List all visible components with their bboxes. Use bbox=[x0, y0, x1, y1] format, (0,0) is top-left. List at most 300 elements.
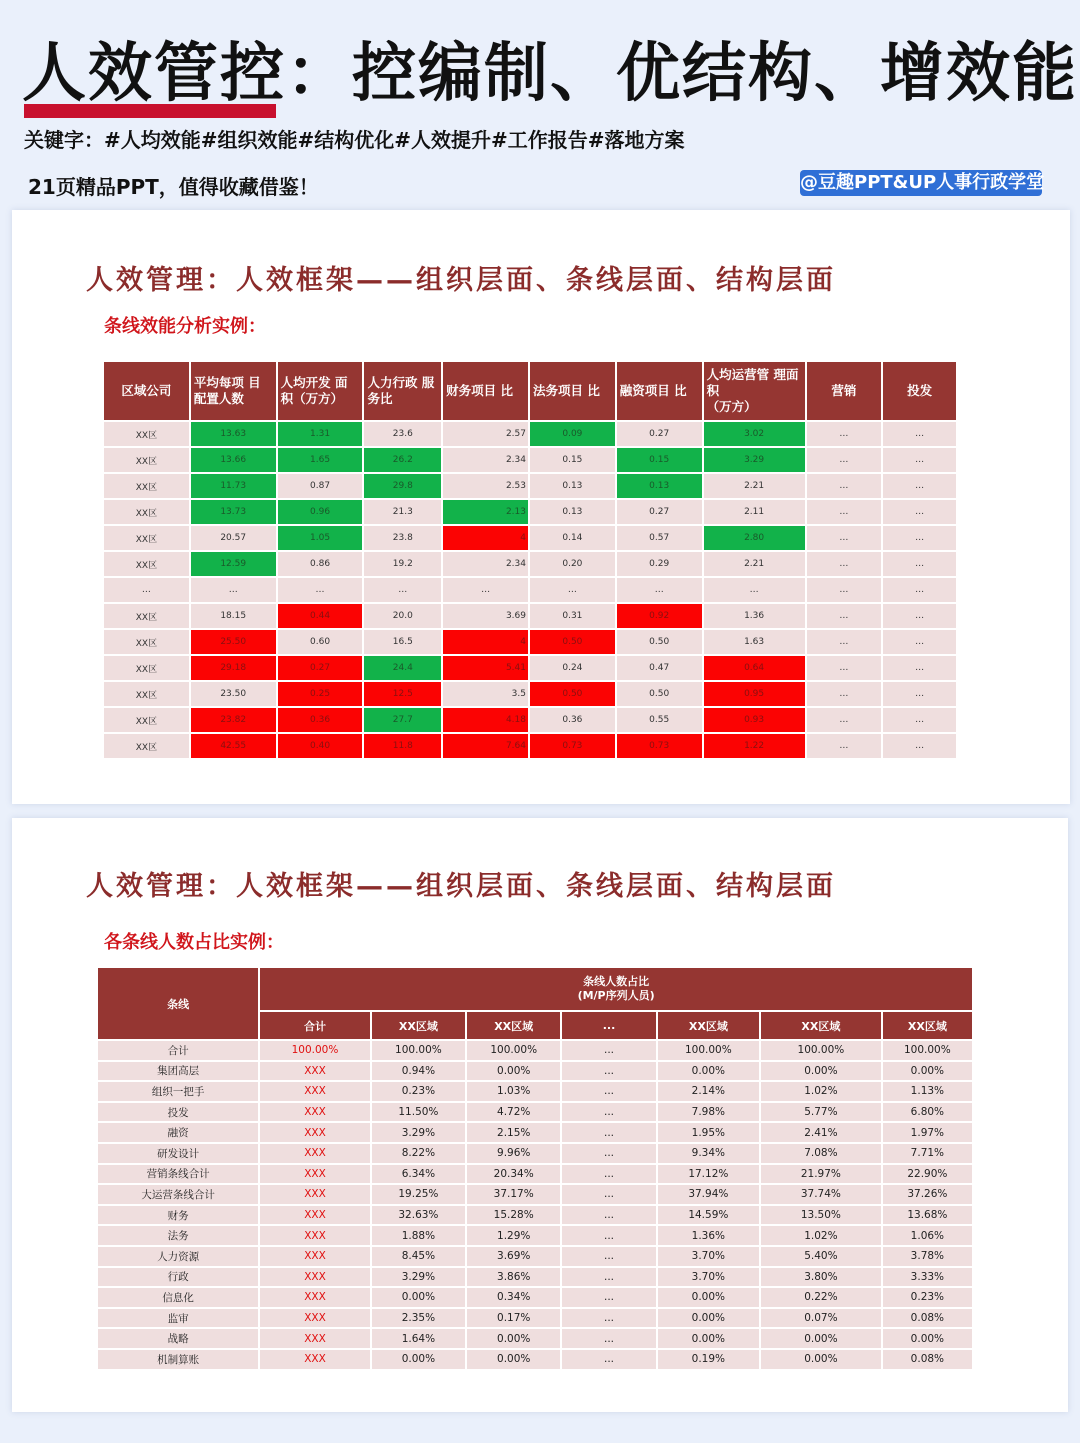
table-cell: … bbox=[807, 630, 882, 654]
table-cell: … bbox=[883, 474, 956, 498]
column-header: 人均开发 面积（万方） bbox=[278, 362, 363, 420]
table-cell: 23.50 bbox=[191, 682, 276, 706]
table-row bbox=[104, 422, 956, 446]
table-cell: 20.0 bbox=[364, 604, 441, 628]
table-cell: 7.71% bbox=[883, 1144, 972, 1163]
table-cell: XXX bbox=[260, 1206, 370, 1225]
column-header: 人力行政 服务比 bbox=[364, 362, 441, 420]
table-cell: 2.34 bbox=[443, 552, 528, 576]
table-cell: … bbox=[807, 552, 882, 576]
table-cell: XXX bbox=[260, 1144, 370, 1163]
table-row bbox=[98, 1082, 972, 1101]
slide-subtitle: 各条线人数占比实例： bbox=[104, 932, 284, 953]
table-cell: 11.73 bbox=[191, 474, 276, 498]
table-cell: 0.08% bbox=[883, 1309, 972, 1328]
row-label: 集团高层 bbox=[98, 1062, 258, 1081]
table-cell: … bbox=[883, 448, 956, 472]
table-cell: XXX bbox=[260, 1226, 370, 1245]
headcount-ratio-table bbox=[96, 966, 974, 1371]
table-cell: XXX bbox=[260, 1103, 370, 1122]
slide-title: 人效管理：人效框架——组织层面、条线层面、结构层面 bbox=[86, 871, 836, 902]
row-label: 组织一把手 bbox=[98, 1082, 258, 1101]
table-cell: 1.36 bbox=[704, 604, 805, 628]
slide-subtitle: 条线效能分析实例： bbox=[104, 316, 266, 337]
table-cell: 11.8 bbox=[364, 734, 441, 758]
row-label: 营销条线合计 bbox=[98, 1165, 258, 1184]
table-cell: 2.34 bbox=[443, 448, 528, 472]
slide-headcount-ratio bbox=[12, 818, 1068, 1412]
table-cell: 13.50% bbox=[761, 1206, 881, 1225]
table-cell: 5.77% bbox=[761, 1103, 881, 1122]
table-row bbox=[98, 1288, 972, 1307]
table-cell: 1.95% bbox=[658, 1123, 759, 1142]
table-cell: 27.7 bbox=[364, 708, 441, 732]
table-cell: 1.13% bbox=[883, 1082, 972, 1101]
table-cell: 0.92 bbox=[617, 604, 702, 628]
table-cell: 3.29% bbox=[372, 1123, 465, 1142]
table-cell: 0.73 bbox=[530, 734, 615, 758]
table-cell: 24.4 bbox=[364, 656, 441, 680]
table-cell: … bbox=[807, 474, 882, 498]
table-cell: 0.00% bbox=[883, 1062, 972, 1081]
table-cell: 0.00% bbox=[883, 1329, 972, 1348]
table-cell: 4 bbox=[443, 630, 528, 654]
table-cell: XX区 bbox=[104, 552, 189, 576]
table-cell: 4.18 bbox=[443, 708, 528, 732]
table-cell: … bbox=[530, 578, 615, 602]
table-cell: 0.00% bbox=[372, 1288, 465, 1307]
efficiency-table bbox=[102, 360, 958, 760]
table-cell: 13.63 bbox=[191, 422, 276, 446]
table-cell: XX区 bbox=[104, 682, 189, 706]
table-cell: 4 bbox=[443, 526, 528, 550]
table-cell: 3.86% bbox=[467, 1268, 560, 1287]
table-cell: 0.23% bbox=[372, 1082, 465, 1101]
table-cell: 1.31 bbox=[278, 422, 363, 446]
table-cell: 0.07% bbox=[761, 1309, 881, 1328]
table-cell: 3.5 bbox=[443, 682, 528, 706]
table-cell: 7.08% bbox=[761, 1144, 881, 1163]
table-cell: … bbox=[883, 604, 956, 628]
table-cell: 2.35% bbox=[372, 1309, 465, 1328]
page-title: 人效管控：控编制、优结构、增效能 bbox=[22, 37, 1078, 111]
table-cell: 7.64 bbox=[443, 734, 528, 758]
table-cell: … bbox=[191, 578, 276, 602]
table-cell: 1.65 bbox=[278, 448, 363, 472]
table-cell: 3.29% bbox=[372, 1268, 465, 1287]
table-cell: … bbox=[883, 708, 956, 732]
table-cell: 2.41% bbox=[761, 1123, 881, 1142]
table-cell: 0.22% bbox=[761, 1288, 881, 1307]
column-header: 合计 bbox=[260, 1012, 370, 1039]
table-cell: … bbox=[807, 500, 882, 524]
table-cell: 2.21 bbox=[704, 474, 805, 498]
table-row bbox=[104, 526, 956, 550]
table-cell: XX区 bbox=[104, 448, 189, 472]
keywords-line: 关键字：#人均效能#组织效能#结构优化#人效提升#工作报告#落地方案 bbox=[24, 128, 685, 152]
table-cell: … bbox=[807, 422, 882, 446]
table-row bbox=[98, 1165, 972, 1184]
table-cell: XX区 bbox=[104, 500, 189, 524]
table-cell: 0.34% bbox=[467, 1288, 560, 1307]
table-cell: XXX bbox=[260, 1288, 370, 1307]
table-cell: 16.5 bbox=[364, 630, 441, 654]
table-cell: 0.64 bbox=[704, 656, 805, 680]
table-cell: ... bbox=[562, 1288, 655, 1307]
table-cell: 13.66 bbox=[191, 448, 276, 472]
table-cell: 23.82 bbox=[191, 708, 276, 732]
table-cell: 0.94% bbox=[372, 1062, 465, 1081]
row-label: 战略 bbox=[98, 1329, 258, 1348]
table-cell: … bbox=[443, 578, 528, 602]
row-label: 法务 bbox=[98, 1226, 258, 1245]
table-row bbox=[98, 1041, 972, 1060]
table-cell: 100.00% bbox=[467, 1041, 560, 1060]
table-cell: XXX bbox=[260, 1123, 370, 1142]
table-cell: 5.41 bbox=[443, 656, 528, 680]
row-label: 监审 bbox=[98, 1309, 258, 1328]
table-cell: XX区 bbox=[104, 708, 189, 732]
table-row bbox=[104, 682, 956, 706]
table-cell: ... bbox=[562, 1309, 655, 1328]
column-header: XX区域 bbox=[658, 1012, 759, 1039]
table-cell: 0.00% bbox=[761, 1350, 881, 1369]
table-cell: ... bbox=[562, 1062, 655, 1081]
table-row bbox=[104, 474, 956, 498]
table-cell: 19.25% bbox=[372, 1185, 465, 1204]
table-cell: … bbox=[807, 448, 882, 472]
table-cell: XX区 bbox=[104, 656, 189, 680]
table-cell: 12.59 bbox=[191, 552, 276, 576]
table-cell: 2.13 bbox=[443, 500, 528, 524]
table-cell: … bbox=[883, 734, 956, 758]
table-cell: 2.21 bbox=[704, 552, 805, 576]
table-cell: 0.95 bbox=[704, 682, 805, 706]
table-cell: 1.06% bbox=[883, 1226, 972, 1245]
table-cell: 0.08% bbox=[883, 1350, 972, 1369]
table-row bbox=[98, 1309, 972, 1328]
table-cell: 0.00% bbox=[467, 1329, 560, 1348]
row-label: 融资 bbox=[98, 1123, 258, 1142]
table-cell: 100.00% bbox=[761, 1041, 881, 1060]
table-cell: 0.31 bbox=[530, 604, 615, 628]
table-cell: 0.29 bbox=[617, 552, 702, 576]
table-cell: 7.98% bbox=[658, 1103, 759, 1122]
table-cell: … bbox=[807, 526, 882, 550]
table-cell: ... bbox=[562, 1329, 655, 1348]
table-cell: 0.23% bbox=[883, 1288, 972, 1307]
table-row bbox=[98, 1123, 972, 1142]
column-header: XX区域 bbox=[372, 1012, 465, 1039]
table-cell: 0.00% bbox=[658, 1288, 759, 1307]
table-cell: 0.24 bbox=[530, 656, 615, 680]
table-cell: XXX bbox=[260, 1247, 370, 1266]
table-cell: … bbox=[807, 734, 882, 758]
table-cell: 12.5 bbox=[364, 682, 441, 706]
table-cell: 0.13 bbox=[617, 474, 702, 498]
table-cell: 29.18 bbox=[191, 656, 276, 680]
table-cell: … bbox=[278, 578, 363, 602]
table-cell: 26.2 bbox=[364, 448, 441, 472]
table-cell: 0.00% bbox=[761, 1062, 881, 1081]
table-cell: 37.26% bbox=[883, 1185, 972, 1204]
table-cell: 19.2 bbox=[364, 552, 441, 576]
table-cell: … bbox=[883, 682, 956, 706]
table-cell: 3.69% bbox=[467, 1247, 560, 1266]
table-row bbox=[104, 630, 956, 654]
column-header: 投发 bbox=[883, 362, 956, 420]
table-row bbox=[98, 1268, 972, 1287]
table-cell: XXX bbox=[260, 1309, 370, 1328]
table-cell: 3.02 bbox=[704, 422, 805, 446]
author-badge: @豆趣PPT&UP人事行政学堂 bbox=[800, 170, 1042, 196]
column-header: 平均每项 目配置人数 bbox=[191, 362, 276, 420]
table-cell: ... bbox=[562, 1165, 655, 1184]
table-cell: 0.15 bbox=[617, 448, 702, 472]
table-cell: 21.97% bbox=[761, 1165, 881, 1184]
table-row bbox=[104, 552, 956, 576]
table-cell: 3.70% bbox=[658, 1247, 759, 1266]
table-cell: ... bbox=[562, 1082, 655, 1101]
table-row bbox=[98, 1329, 972, 1348]
table-cell: 6.80% bbox=[883, 1103, 972, 1122]
table-cell: 0.73 bbox=[617, 734, 702, 758]
table-cell: 25.50 bbox=[191, 630, 276, 654]
table-cell: … bbox=[807, 604, 882, 628]
table-cell: 0.13 bbox=[530, 474, 615, 498]
table-cell: 0.60 bbox=[278, 630, 363, 654]
table-cell: 23.8 bbox=[364, 526, 441, 550]
table-cell: 15.28% bbox=[467, 1206, 560, 1225]
table-row bbox=[104, 656, 956, 680]
table-cell: 1.63 bbox=[704, 630, 805, 654]
table-row bbox=[98, 1247, 972, 1266]
table-cell: ... bbox=[562, 1268, 655, 1287]
table-cell: 0.93 bbox=[704, 708, 805, 732]
table-cell: 8.45% bbox=[372, 1247, 465, 1266]
row-label: 机制算账 bbox=[98, 1350, 258, 1369]
column-header: 人均运营管 理面积 （万方） bbox=[704, 362, 805, 420]
table-cell: … bbox=[617, 578, 702, 602]
table-cell: 0.17% bbox=[467, 1309, 560, 1328]
table-cell: … bbox=[883, 630, 956, 654]
table-cell: 42.55 bbox=[191, 734, 276, 758]
table-cell: ... bbox=[562, 1103, 655, 1122]
table-row bbox=[98, 1062, 972, 1081]
table-cell: ... bbox=[562, 1041, 655, 1060]
table-cell: 2.57 bbox=[443, 422, 528, 446]
table-cell: 13.73 bbox=[191, 500, 276, 524]
table-cell: XX区 bbox=[104, 474, 189, 498]
table-cell: 0.36 bbox=[278, 708, 363, 732]
table-row bbox=[98, 1350, 972, 1369]
table-cell: ... bbox=[562, 1226, 655, 1245]
row-label: 大运营条线合计 bbox=[98, 1185, 258, 1204]
row-label: 行政 bbox=[98, 1268, 258, 1287]
table-cell: 5.40% bbox=[761, 1247, 881, 1266]
slide-title: 人效管理：人效框架——组织层面、条线层面、结构层面 bbox=[86, 265, 836, 296]
table-cell: 37.17% bbox=[467, 1185, 560, 1204]
table-cell: ... bbox=[562, 1247, 655, 1266]
subtitle-line: 21页精品PPT，值得收藏借鉴！ bbox=[28, 175, 319, 199]
table-cell: 100.00% bbox=[883, 1041, 972, 1060]
table-cell: 0.86 bbox=[278, 552, 363, 576]
table-cell: … bbox=[704, 578, 805, 602]
table-cell: 0.00% bbox=[761, 1329, 881, 1348]
table-cell: 0.27 bbox=[278, 656, 363, 680]
table-cell: 6.34% bbox=[372, 1165, 465, 1184]
table-cell: 9.34% bbox=[658, 1144, 759, 1163]
table-row bbox=[104, 734, 956, 758]
table-row bbox=[104, 604, 956, 628]
table-cell: 100.00% bbox=[658, 1041, 759, 1060]
table-cell: … bbox=[807, 682, 882, 706]
table-cell: 2.11 bbox=[704, 500, 805, 524]
table-cell: 8.22% bbox=[372, 1144, 465, 1163]
table-row bbox=[98, 1206, 972, 1225]
table-row bbox=[104, 708, 956, 732]
column-header: 法务项目 比 bbox=[530, 362, 615, 420]
table-cell: 0.14 bbox=[530, 526, 615, 550]
table-cell: 4.72% bbox=[467, 1103, 560, 1122]
table-cell: 9.96% bbox=[467, 1144, 560, 1163]
table-cell: 32.63% bbox=[372, 1206, 465, 1225]
table-cell: 0.40 bbox=[278, 734, 363, 758]
table-cell: XXX bbox=[260, 1329, 370, 1348]
table-cell: 0.87 bbox=[278, 474, 363, 498]
table-cell: 14.59% bbox=[658, 1206, 759, 1225]
table-row bbox=[98, 1144, 972, 1163]
table-cell: XXX bbox=[260, 1165, 370, 1184]
table-cell: 0.55 bbox=[617, 708, 702, 732]
table-cell: XX区 bbox=[104, 604, 189, 628]
table-cell: 1.29% bbox=[467, 1226, 560, 1245]
slide-efficiency-analysis bbox=[12, 210, 1070, 804]
table-cell: 0.00% bbox=[658, 1309, 759, 1328]
ratio-group-header: 条线人数占比 (M/P序列人员) bbox=[260, 968, 972, 1010]
table-cell: 3.29 bbox=[704, 448, 805, 472]
table-cell: 1.02% bbox=[761, 1082, 881, 1101]
table-cell: 2.53 bbox=[443, 474, 528, 498]
table-cell: 0.57 bbox=[617, 526, 702, 550]
row-label: 人力资源 bbox=[98, 1247, 258, 1266]
table-cell: 0.50 bbox=[617, 630, 702, 654]
table-cell: 1.64% bbox=[372, 1329, 465, 1348]
table-cell: ... bbox=[562, 1206, 655, 1225]
table-cell: … bbox=[883, 422, 956, 446]
table-cell: 17.12% bbox=[658, 1165, 759, 1184]
column-header: 营销 bbox=[807, 362, 882, 420]
column-header: 融资项目 比 bbox=[617, 362, 702, 420]
table-cell: 0.15 bbox=[530, 448, 615, 472]
table-cell: 22.90% bbox=[883, 1165, 972, 1184]
table-cell: XX区 bbox=[104, 630, 189, 654]
table-cell: XX区 bbox=[104, 422, 189, 446]
table-cell: 23.6 bbox=[364, 422, 441, 446]
table-cell: 1.02% bbox=[761, 1226, 881, 1245]
table-cell: 0.00% bbox=[658, 1329, 759, 1348]
table-cell: … bbox=[883, 656, 956, 680]
row-label: 投发 bbox=[98, 1103, 258, 1122]
table-cell: ... bbox=[562, 1123, 655, 1142]
table-cell: 2.14% bbox=[658, 1082, 759, 1101]
table-cell: XX区 bbox=[104, 734, 189, 758]
table-cell: … bbox=[883, 552, 956, 576]
table-cell: 0.27 bbox=[617, 422, 702, 446]
table-cell: XXX bbox=[260, 1350, 370, 1369]
column-header: 区域公司 bbox=[104, 362, 189, 420]
table-row bbox=[98, 1226, 972, 1245]
table-cell: 13.68% bbox=[883, 1206, 972, 1225]
table-cell: … bbox=[807, 578, 882, 602]
row-label: 研发设计 bbox=[98, 1144, 258, 1163]
table-cell: 20.34% bbox=[467, 1165, 560, 1184]
table-cell: XXX bbox=[260, 1082, 370, 1101]
table-cell: … bbox=[883, 526, 956, 550]
column-header: XX区域 bbox=[467, 1012, 560, 1039]
table-cell: 0.50 bbox=[530, 630, 615, 654]
table-cell: 0.50 bbox=[617, 682, 702, 706]
table-cell: 2.80 bbox=[704, 526, 805, 550]
column-header: XX区域 bbox=[883, 1012, 972, 1039]
column-header: 财务项目 比 bbox=[443, 362, 528, 420]
table-cell: 0.09 bbox=[530, 422, 615, 446]
table-cell: ... bbox=[562, 1350, 655, 1369]
table-cell: 1.05 bbox=[278, 526, 363, 550]
table-cell: 0.00% bbox=[658, 1062, 759, 1081]
row-label: 财务 bbox=[98, 1206, 258, 1225]
table-cell: 3.80% bbox=[761, 1268, 881, 1287]
table-cell: 3.69 bbox=[443, 604, 528, 628]
column-header: XX区域 bbox=[761, 1012, 881, 1039]
table-cell: XXX bbox=[260, 1185, 370, 1204]
table-cell: 0.00% bbox=[372, 1350, 465, 1369]
table-cell: 29.8 bbox=[364, 474, 441, 498]
table-cell: 100.00% bbox=[372, 1041, 465, 1060]
table-cell: ... bbox=[562, 1185, 655, 1204]
table-cell: 0.20 bbox=[530, 552, 615, 576]
table-cell: 0.00% bbox=[467, 1350, 560, 1369]
row-label: 合计 bbox=[98, 1041, 258, 1060]
table-cell: 0.96 bbox=[278, 500, 363, 524]
table-cell: 0.13 bbox=[530, 500, 615, 524]
table-cell: 2.15% bbox=[467, 1123, 560, 1142]
table-cell: 1.03% bbox=[467, 1082, 560, 1101]
table-cell: 20.57 bbox=[191, 526, 276, 550]
table-cell: 18.15 bbox=[191, 604, 276, 628]
table-cell: 1.88% bbox=[372, 1226, 465, 1245]
table-cell: XXX bbox=[260, 1062, 370, 1081]
table-row bbox=[98, 1185, 972, 1204]
table-cell: 0.27 bbox=[617, 500, 702, 524]
table-cell: 0.47 bbox=[617, 656, 702, 680]
table-row bbox=[104, 448, 956, 472]
line-header: 条线 bbox=[98, 968, 258, 1039]
table-cell: 11.50% bbox=[372, 1103, 465, 1122]
table-cell: 0.36 bbox=[530, 708, 615, 732]
table-cell: … bbox=[364, 578, 441, 602]
column-header: ... bbox=[562, 1012, 655, 1039]
table-cell: 0.00% bbox=[467, 1062, 560, 1081]
table-row bbox=[104, 500, 956, 524]
table-cell: … bbox=[807, 656, 882, 680]
table-row bbox=[104, 578, 956, 602]
table-cell: 1.36% bbox=[658, 1226, 759, 1245]
row-label: 信息化 bbox=[98, 1288, 258, 1307]
table-cell: 3.33% bbox=[883, 1268, 972, 1287]
table-cell: 37.94% bbox=[658, 1185, 759, 1204]
table-cell: 1.97% bbox=[883, 1123, 972, 1142]
